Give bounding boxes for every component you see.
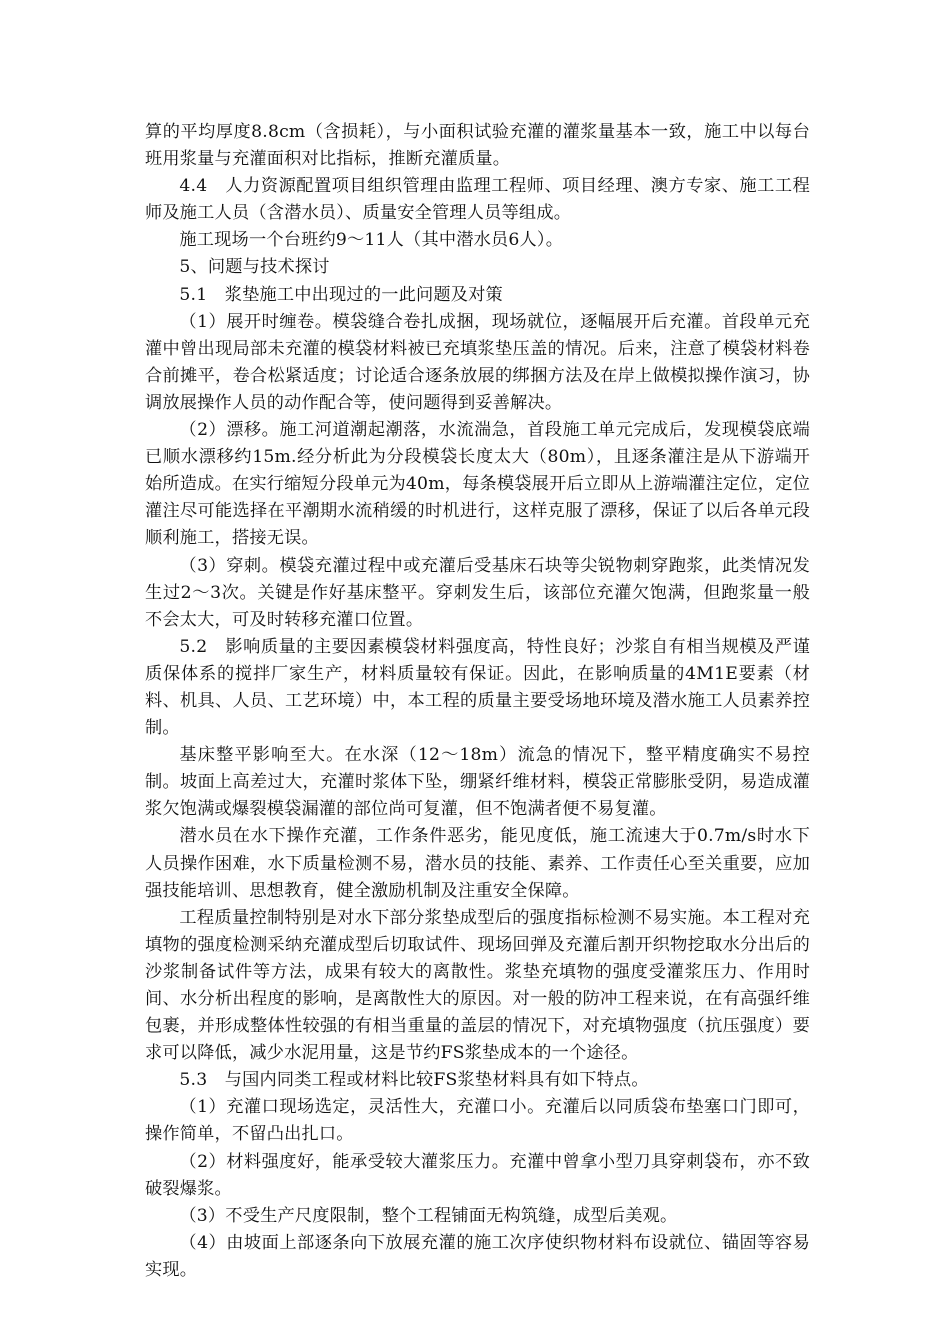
paragraph-quality-control: 工程质量控制特别是对水下部分浆垫成型后的强度指标检测不易实施。本工程对充填物的强度检测采纳充灌成型后切取试件、现场回弹及充灌后割开织物挖取水分出后的沙浆制备试件等方法，成果有较大的离散性。浆垫充填物的强度受灌浆压力、作用时间、水分析出程度的影响，是离散性大的原因。对一般的防冲工程来说，在有高强纤维包裹，并形成整体性较强的有相当重量的盖层的情况下，对充填物强度（抗压强度）要求可以降低，减少水泥用量，这是节约FS浆垫成本的一个途径。 — [145, 907, 810, 1064]
section-heading-5: 5、问题与技术探讨 — [179, 257, 330, 278]
feature-item-4: （4）由坡面上部逐条向下放展充灌的施工次序使织物材料布设就位、锚固等容易实现。 — [145, 1232, 810, 1280]
paragraph-5-2: 5.2 影响质量的主要因素模袋材料强度高，特性良好；沙浆自有相当规模及严谨质保体系的搅拌厂家生产，材料质量较有保证。因此，在影响质量的4M1E要素（材料、机具、人员、工艺环境）中，本工程的质量主要受场地环境及潜水施工人员素养控制。 — [145, 636, 810, 739]
paragraph-1: 算的平均厚度8.8cm（含损耗），与小面积试验充灌的灌浆量基本一致，施工中以每台班用浆量与充灌面积对比指标，推断充灌质量。 — [145, 122, 810, 170]
feature-item-3: （3）不受生产尺度限制，整个工程铺面无构筑缝，成型后美观。 — [179, 1205, 678, 1226]
paragraph-item-1: （1）展开时缠卷。模袋缝合卷扎成捆，现场就位，逐幅展开后充灌。首段单元充灌中曾出现局部未充灌的模袋材料被已充填浆垫压盖的情况。后来，注意了模袋材料卷合前摊平，卷合松紧适度；讨论适合逐条放展的绑捆方法及在岸上做模拟操作演习，协调放展操作人员的动作配合等，使问题得到妥善解决。 — [145, 311, 810, 413]
document-body — [145, 119, 810, 1284]
feature-item-2: （2）材料强度好，能承受较大灌浆压力。充灌中曾拿小型刀具穿刺袋布，亦不致破裂爆浆。 — [145, 1151, 810, 1199]
subsection-heading-5-3: 5.3 与国内同类工程或材料比较FS浆垫材料具有如下特点。 — [179, 1070, 649, 1091]
paragraph-item-3: （3）穿刺。模袋充灌过程中或充灌后受基床石块等尖锐物刺穿跑浆，此类情况发生过2～3次。关键是作好基床整平。穿刺发生后，该部位充灌欠饱满，但跑浆量一般不会太大，可及时转移充灌口位置。 — [145, 555, 810, 630]
paragraph-divers: 潜水员在水下操作充灌，工作条件恶劣，能见度低，施工流速大于0.7m/s时水下人员操作困难，水下质量检测不易，潜水员的技能、素养、工作责任心至关重要，应加强技能培训、思想教育，健全激励机制及注重安全保障。 — [145, 826, 810, 901]
paragraph-bed-leveling: 基床整平影响至大。在水深（12～18m）流急的情况下，整平精度确实不易控制。坡面上高差过大，充灌时浆体下坠，绷紧纤维材料，模袋正常膨胀受阴，易造成灌浆欠饱满或爆裂模袋漏灌的部位尚可复灌，但不饱满者便不易复灌。 — [145, 745, 810, 820]
paragraph-item-2: （2）漂移。施工河道潮起潮落，水流湍急，首段施工单元完成后，发现模袋底端已顺水漂移约15m.经分析此为分段模袋长度太大（80m），且逐条灌注是从下游端开始所造成。在实行缩短分段单元为40m，每条模袋展开后立即从上游端灌注定位，定位灌注尽可能选择在平潮期水流稍缓的时机进行，这样克服了漂移，保证了以后各单元段顺利施工，搭接无误。 — [145, 420, 810, 549]
feature-item-1: （1）充灌口现场选定，灵活性大，充灌口小。充灌后以同质袋布垫塞口门即可，操作简单，不留凸出扎口。 — [145, 1097, 810, 1145]
paragraph-3: 施工现场一个台班约9～11人（其中潜水员6人）。 — [179, 230, 564, 251]
subsection-heading-5-1: 5.1 浆垫施工中出现过的一此问题及对策 — [179, 284, 503, 305]
paragraph-2: 4.4 人力资源配置项目组织管理由监理工程师、项目经理、澳方专家、施工工程师及施工人员（含潜水员）、质量安全管理人员等组成。 — [145, 176, 810, 224]
